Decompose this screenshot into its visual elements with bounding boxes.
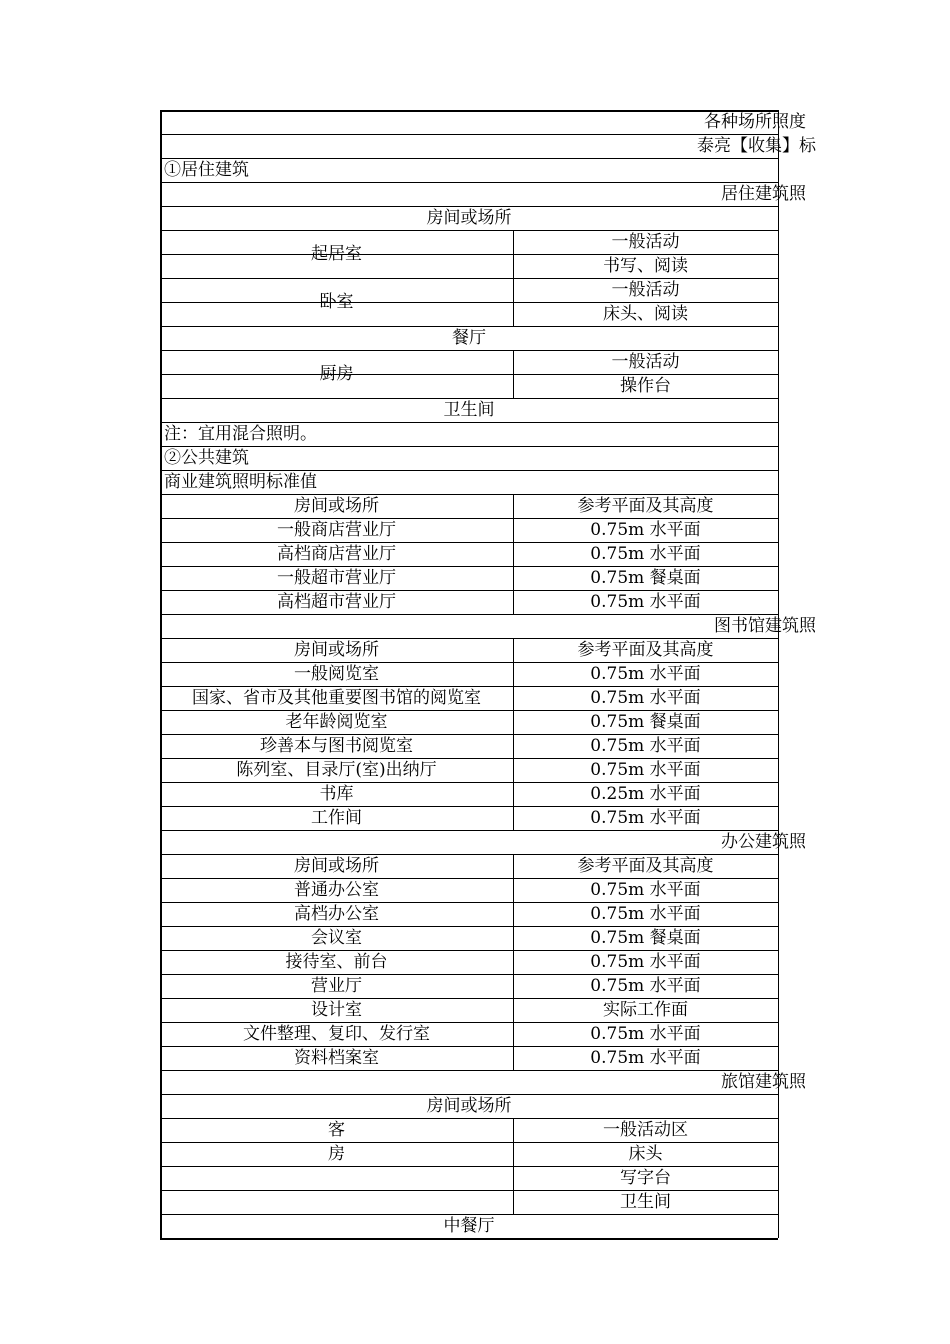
library-plane: 0.75m 水平面 — [590, 687, 701, 708]
commercial-plane: 0.75m 水平面 — [590, 591, 701, 612]
commercial-room: 一般商店营业厅 — [277, 519, 396, 540]
office-room: 高档办公室 — [294, 903, 379, 924]
library-plane: 0.75m 水平面 — [590, 663, 701, 684]
residential-subroom: 一般活动 — [611, 351, 680, 372]
residential-subroom: 一般活动 — [611, 231, 680, 252]
office-room: 资料档案室 — [294, 1047, 379, 1068]
grid-line — [160, 110, 778, 112]
office-col-plane: 参考平面及其高度 — [577, 855, 714, 876]
residential-room: 厨房 — [319, 363, 354, 384]
commercial-room: 一般超市营业厅 — [277, 567, 396, 588]
office-plane: 0.75m 水平面 — [590, 1047, 701, 1068]
office-room: 接待室、前台 — [285, 951, 388, 972]
grid-line — [513, 1118, 514, 1214]
office-plane: 0.75m 餐桌面 — [590, 927, 701, 948]
grid-line — [513, 350, 514, 398]
commercial-col-room: 房间或场所 — [294, 495, 379, 516]
grid-line — [160, 1238, 778, 1240]
office-plane: 0.75m 水平面 — [590, 975, 701, 996]
section-residential: ①居住建筑 — [164, 159, 249, 180]
section-public: ②公共建筑 — [164, 447, 249, 468]
office-heading: 办公建筑照 — [721, 831, 806, 852]
hotel-subroom: 一般活动区 — [603, 1119, 688, 1140]
grid-line — [513, 494, 514, 614]
office-plane: 0.75m 水平面 — [590, 903, 701, 924]
commercial-room: 高档商店营业厅 — [277, 543, 396, 564]
office-plane: 0.75m 水平面 — [590, 1023, 701, 1044]
library-room: 珍善本与图书阅览室 — [260, 735, 413, 756]
residential-heading: 居住建筑照 — [721, 183, 806, 204]
library-room: 陈列室、目录厅(室)出纳厅 — [236, 759, 437, 780]
residential-subroom: 书写、阅读 — [603, 255, 688, 276]
library-plane: 0.75m 水平面 — [590, 759, 701, 780]
grid-line — [513, 638, 514, 830]
hotel-guest-room: 客 — [328, 1119, 345, 1140]
residential-room: 餐厅 — [452, 327, 486, 348]
hotel-heading: 旅馆建筑照 — [721, 1071, 806, 1092]
library-heading: 图书馆建筑照 — [714, 615, 816, 636]
library-room: 老年龄阅览室 — [285, 711, 388, 732]
library-room: 国家、省市及其他重要图书馆的阅览室 — [192, 687, 481, 708]
residential-room: 卧室 — [319, 291, 354, 312]
office-room: 会议室 — [311, 927, 362, 948]
residential-subroom: 操作台 — [620, 375, 671, 396]
commercial-heading: 商业建筑照明标准值 — [164, 471, 317, 492]
library-plane: 0.75m 水平面 — [590, 807, 701, 828]
office-room: 文件整理、复印、发行室 — [243, 1023, 430, 1044]
residential-subroom: 床头、阅读 — [603, 303, 688, 324]
office-plane: 0.75m 水平面 — [590, 951, 701, 972]
hotel-subroom: 写字台 — [620, 1167, 671, 1188]
commercial-room: 高档超市营业厅 — [277, 591, 396, 612]
grid-line — [513, 854, 514, 1070]
hotel-subroom: 卫生间 — [620, 1191, 671, 1212]
office-plane: 实际工作面 — [603, 999, 688, 1020]
commercial-plane: 0.75m 水平面 — [590, 519, 701, 540]
office-room: 营业厅 — [311, 975, 362, 996]
residential-note: 注：宜用混合照明。 — [164, 423, 317, 444]
library-room: 工作间 — [311, 807, 362, 828]
hotel-subroom: 床头 — [628, 1143, 663, 1164]
office-col-room: 房间或场所 — [294, 855, 379, 876]
hotel-col-room: 房间或场所 — [426, 1095, 512, 1116]
office-room: 设计室 — [311, 999, 362, 1020]
library-room: 一般阅览室 — [294, 663, 379, 684]
library-col-plane: 参考平面及其高度 — [577, 639, 714, 660]
residential-room: 起居室 — [311, 243, 362, 264]
office-plane: 0.75m 水平面 — [590, 879, 701, 900]
residential-col-room: 房间或场所 — [426, 207, 512, 228]
office-room: 普通办公室 — [294, 879, 379, 900]
library-plane: 0.25m 水平面 — [590, 783, 701, 804]
residential-subroom: 一般活动 — [611, 279, 680, 300]
commercial-col-plane: 参考平面及其高度 — [577, 495, 714, 516]
hotel-room: 中餐厅 — [443, 1215, 495, 1236]
sheet-title: 各种场所照度 — [704, 111, 806, 132]
residential-room: 卫生间 — [443, 399, 495, 420]
library-plane: 0.75m 水平面 — [590, 735, 701, 756]
commercial-plane: 0.75m 餐桌面 — [590, 567, 701, 588]
commercial-plane: 0.75m 水平面 — [590, 543, 701, 564]
library-plane: 0.75m 餐桌面 — [590, 711, 701, 732]
hotel-guest-room: 房 — [328, 1143, 345, 1164]
sheet-subtitle: 泰亮【收集】标 — [697, 135, 816, 156]
library-room: 书库 — [319, 783, 354, 804]
library-col-room: 房间或场所 — [294, 639, 379, 660]
